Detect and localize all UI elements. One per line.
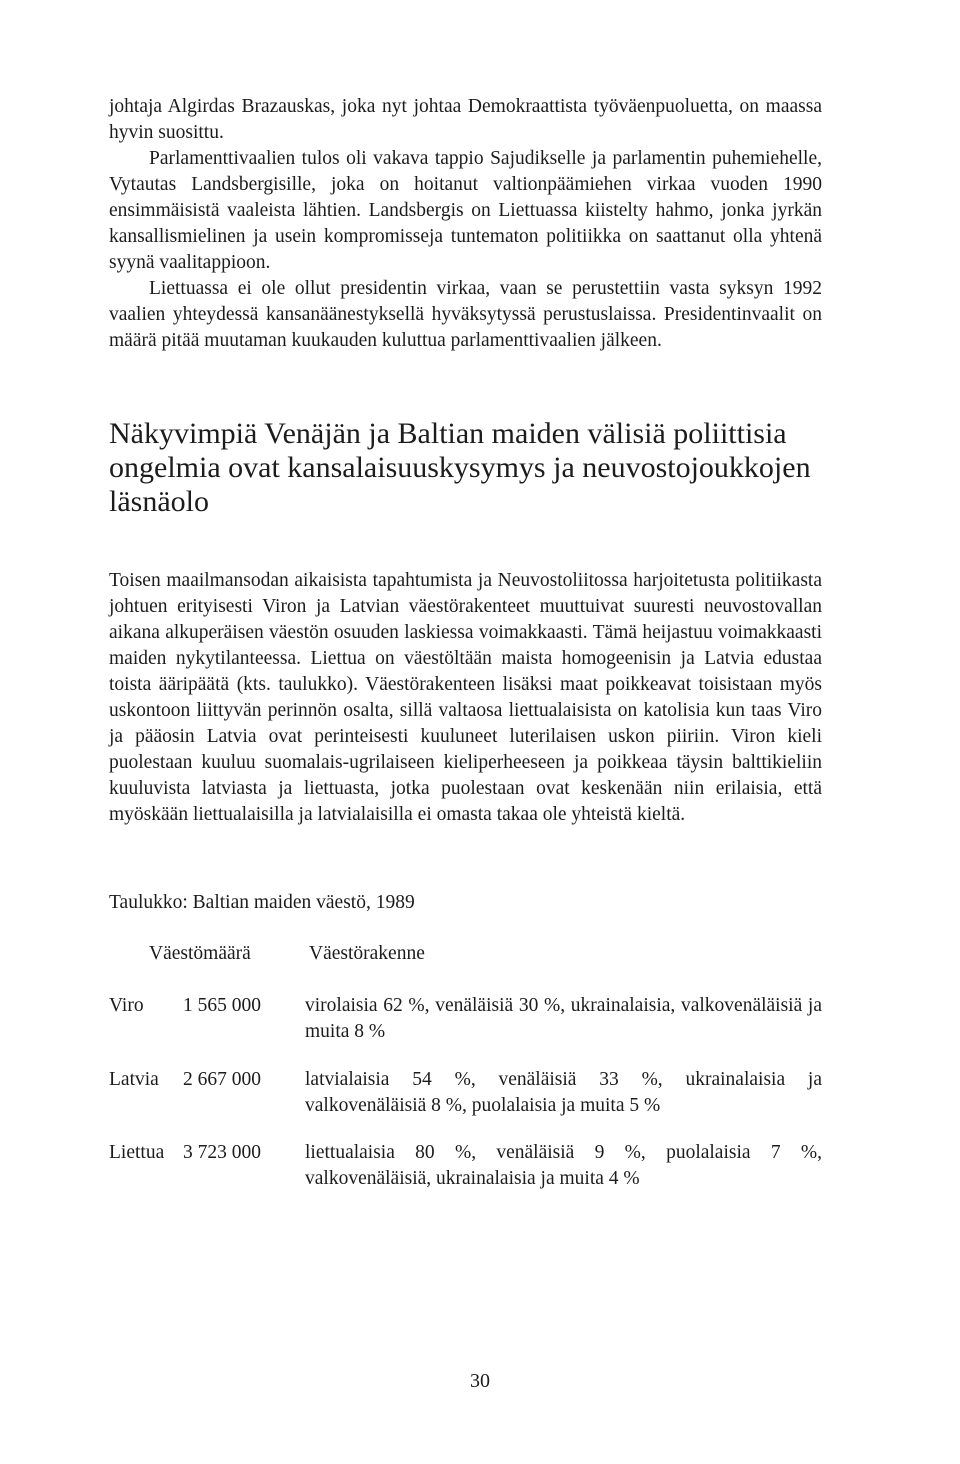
population-cell: 3 723 000 xyxy=(183,1142,261,1163)
population-cell: 1 565 000 xyxy=(183,995,261,1016)
section-heading: Näkyvimpiä Venäjän ja Baltian maiden välisiä poliittisia ongelmia ovat kansalaisuuskysymys ja neuvostojoukkojen läsnäolo xyxy=(109,417,811,518)
paragraph: Parlamenttivaalien tulos oli vakava tappio Sajudikselle ja parlamentin puhemiehelle, Vytautas Landsbergisille, joka on hoitanut valtionpäämiehen virkaa vuoden 1990 ensimmäisistä vaaleista lähtien. Landsbergis on Liettuassa kiistelty hahmo, jonka jyrkän kansallismielinen ja usein kompromisseja tuntematon politiikka on saattanut olla yhtenä syynä vaalitappioon. xyxy=(109,148,822,273)
paragraph: Toisen maailmansodan aikaisista tapahtumista ja Neuvostoliitossa harjoitetusta politiikasta johtuen erityisesti Viron ja Latvian väestörakenteet muuttuivat suuresti neuvostovallan aikana alkuperäisen väestön osuuden laskiessa voimakkaasti. Tämä heijastuu voimakkaasti maiden nykytilanteessa. Liettua on väestöltään maista homogeenisin ja Latvia edustaa toista ääripäätä (kts. taulukko). Väestörakenteen lisäksi maat poikkeavat toisistaan myös uskontoon liittyvän perinnön osalta, sillä valtaosa liettualaisista on katolisia kun taas Viro ja pääosin Latvia ovat perinteisesti kuuluneet luterilaisen uskon piiriin. Viron kieli puolestaan kuuluu suomalais-ugrilaiseen kieliperheeseen ja poikkeaa täysin balttikieliin kuuluvista latviasta ja liettuasta, jotka puolestaan ovat keskenään niin erilaisia, että myöskään liettualaisilla ja latvialaisilla ei omasta takaa ole yhteistä kieltä. xyxy=(109,570,822,825)
table-header-population: Väestömäärä xyxy=(149,943,251,964)
country-cell: Latvia xyxy=(109,1069,159,1090)
paragraph: johtaja Algirdas Brazauskas, joka nyt johtaa Demokraattista työväenpuoluetta, on maassa hyvin suosittu. xyxy=(109,96,822,143)
body-text xyxy=(109,568,822,828)
table-header-structure: Väestörakenne xyxy=(309,943,425,964)
country-cell: Viro xyxy=(109,995,144,1016)
population-cell: 2 667 000 xyxy=(183,1069,261,1090)
structure-cell: liettualaisia 80 %, venäläisiä 9 %, puolalaisia 7 %, valkovenäläisiä, ukrainalaisia ja muita 4 % xyxy=(305,1142,822,1189)
structure-cell: virolaisia 62 %, venäläisiä 30 %, ukrainalaisia, valkovenäläisiä ja muita 8 % xyxy=(305,995,822,1042)
paragraph: Liettuassa ei ole ollut presidentin virkaa, vaan se perustettiin vasta syksyn 1992 vaalien yhteydessä kansanäänestyksellä hyväksytyssä perustuslaissa. Presidentinvaalit on määrä pitää muutaman kuukauden kuluttua parlamenttivaalien jälkeen. xyxy=(109,278,822,351)
table-caption: Taulukko: Baltian maiden väestö, 1989 xyxy=(109,892,415,913)
structure-cell: latvialaisia 54 %, venäläisiä 33 %, ukrainalaisia ja valkovenäläisiä 8 %, puolalaisia ja muita 5 % xyxy=(305,1069,822,1116)
page-number: 30 xyxy=(470,1370,490,1392)
country-cell: Liettua xyxy=(109,1142,165,1163)
intro-text xyxy=(109,94,822,354)
